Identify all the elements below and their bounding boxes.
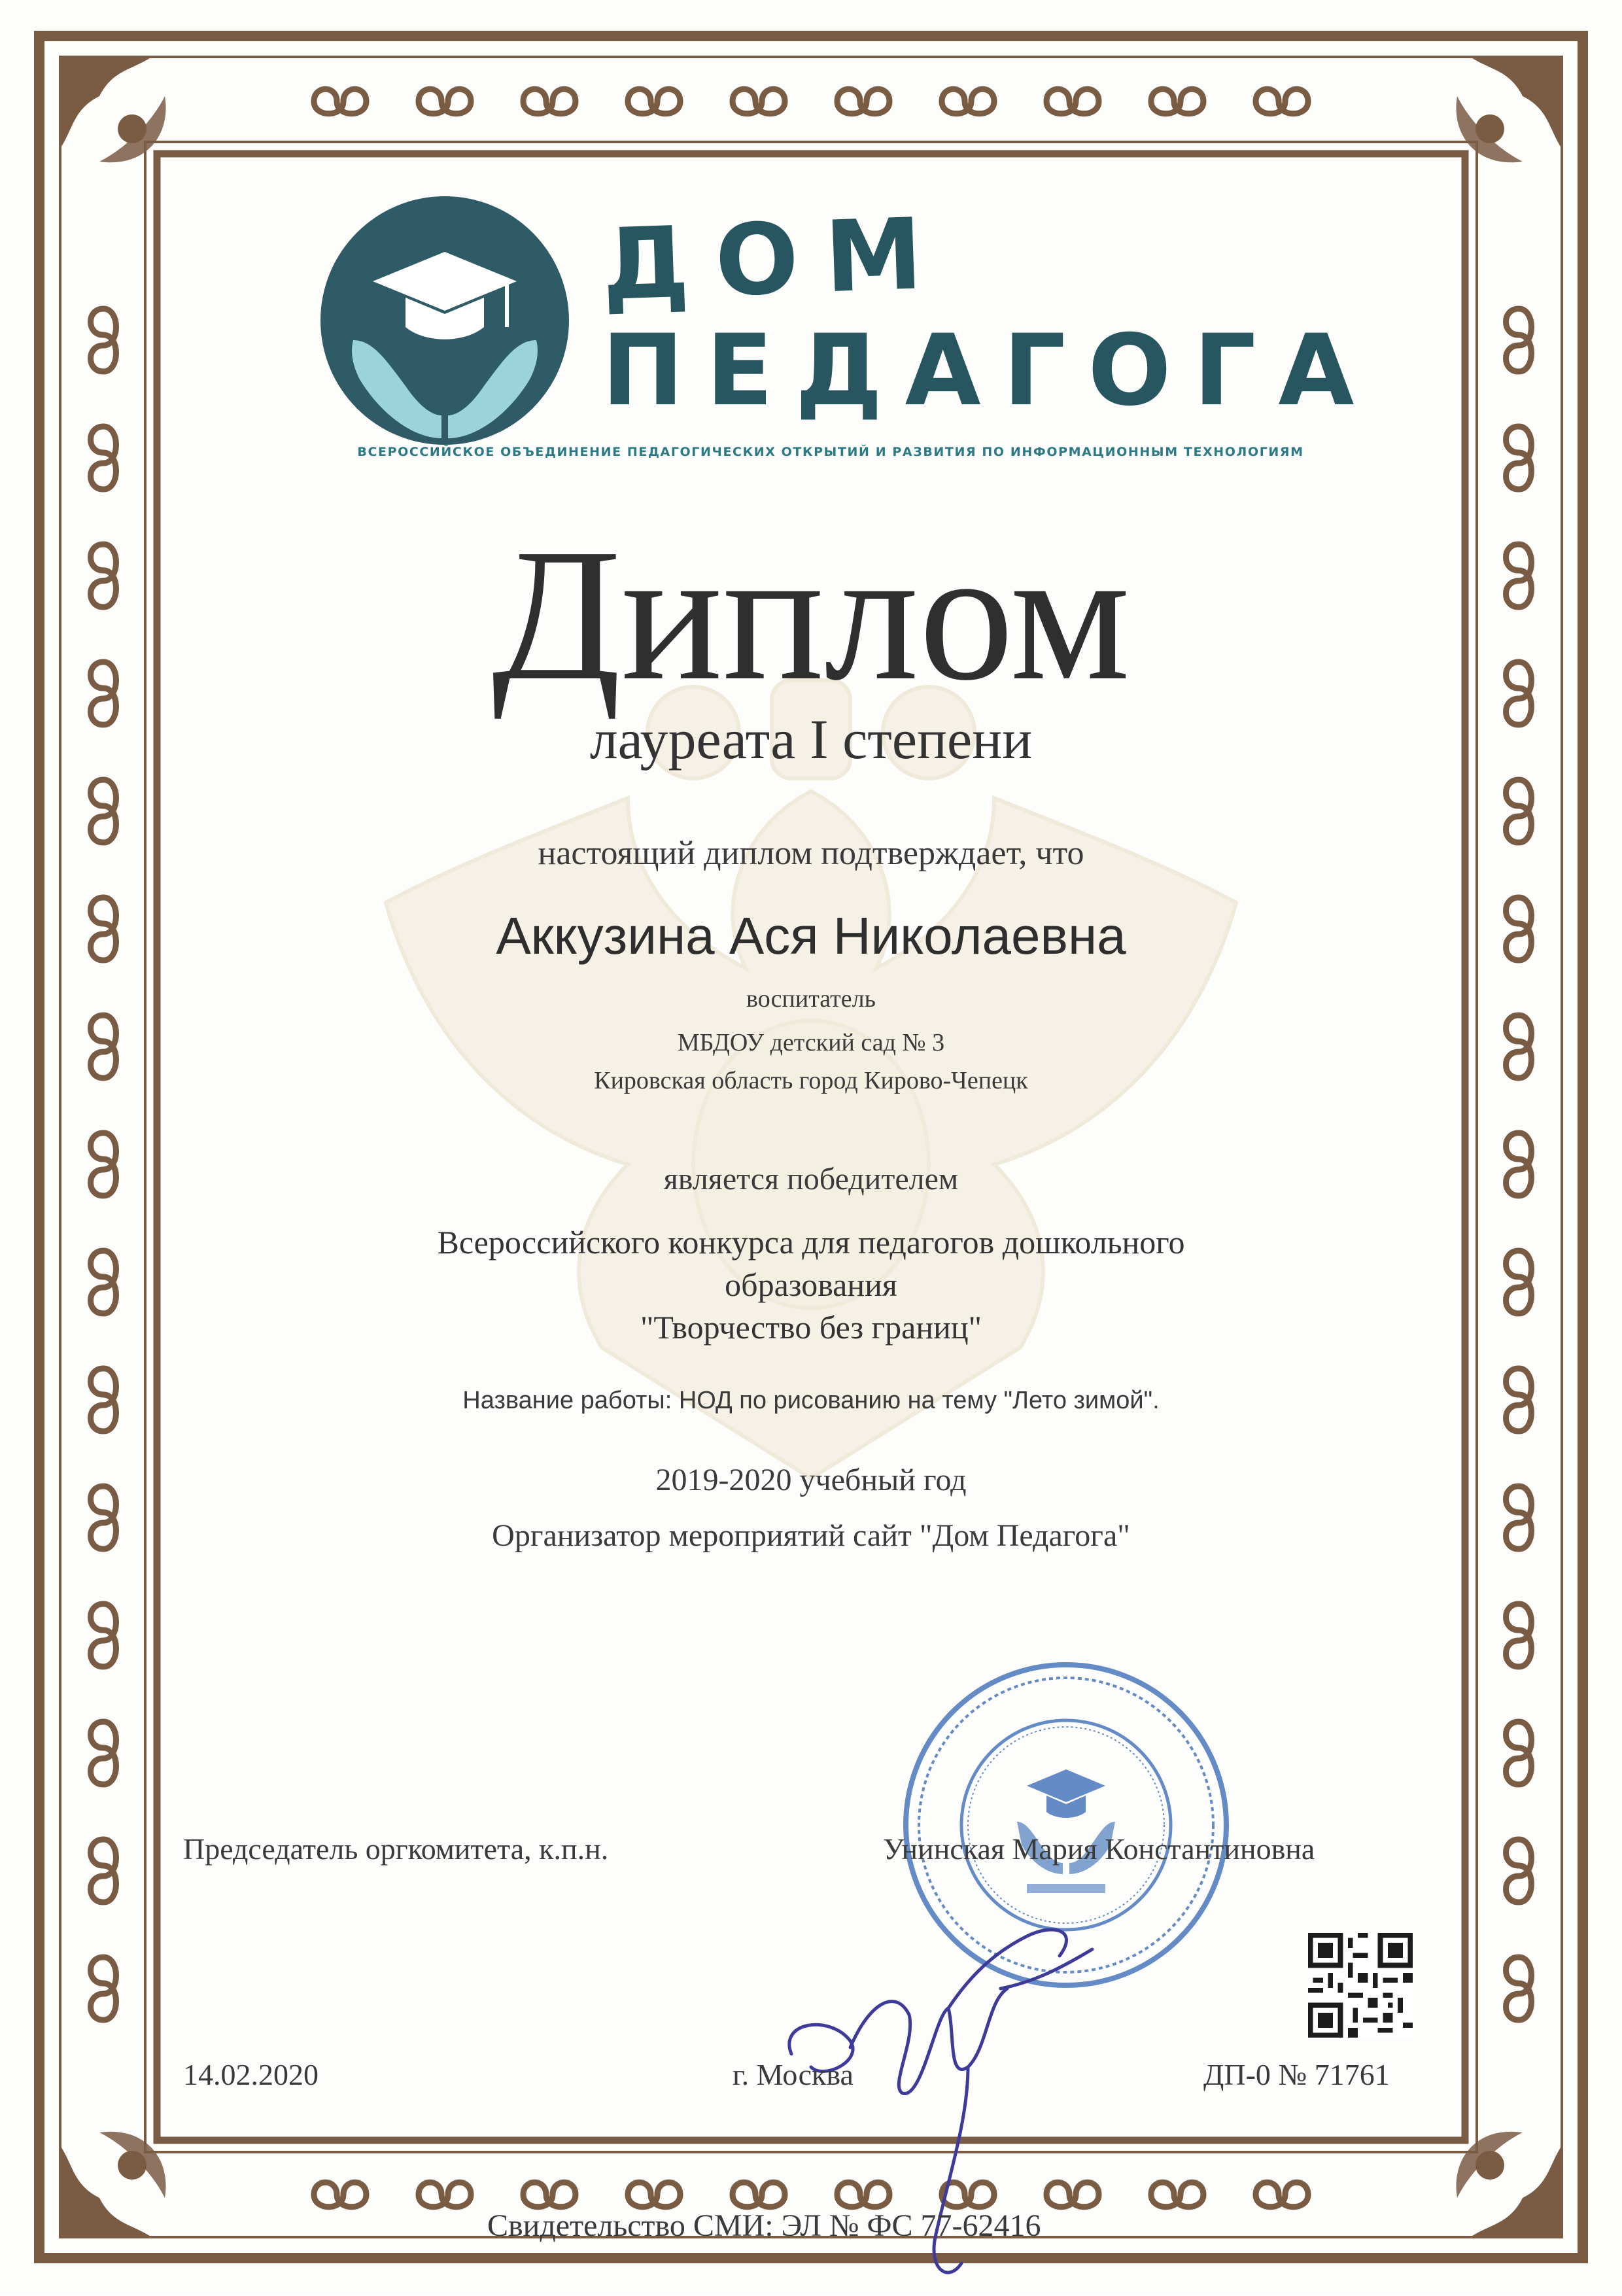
recipient-position: воспитатель xyxy=(746,985,876,1013)
recipient-organization: МБДОУ детский сад № 3 xyxy=(677,1029,945,1056)
recipient-region: Кировская область город Кирово-Чепецк xyxy=(594,1067,1028,1094)
brand-line-1: ДОМ xyxy=(600,196,951,323)
brand-line-2: ПЕДАГОГА xyxy=(602,314,1377,428)
brand-tagline: ВСЕРОССИЙСКОЕ ОБЪЕДИНЕНИЕ ПЕДАГОГИЧЕСКИХ ОТКРЫТИЙ И РАЗВИТИЯ ПО ИНФОРМАЦИОННЫМ ТЕХНОЛОГИЯМ xyxy=(357,445,1304,459)
confirm-text: настоящий диплом подтверждает, что xyxy=(538,835,1084,872)
contest-name: "Творчество без границ" xyxy=(640,1309,982,1346)
academic-year: 2019-2020 учебный год xyxy=(655,1463,967,1497)
media-certificate: Свидетельство СМИ: ЭЛ № ФС 77-62416 xyxy=(487,2208,1041,2243)
diploma-number: ДП-0 № 71761 xyxy=(1203,2058,1390,2091)
diploma-subtitle: лауреата I степени xyxy=(589,708,1033,771)
contest-line-1: Всероссийского конкурса для педагогов дошкольного xyxy=(437,1224,1185,1261)
qr-code[interactable] xyxy=(1308,1933,1413,2038)
winner-status: является победителем xyxy=(663,1162,959,1196)
brand-wordmark xyxy=(600,196,1377,438)
dom-pedagoga-logo-icon xyxy=(314,190,576,451)
diploma-title: Диплом xyxy=(492,510,1130,720)
issue-date: 14.02.2020 xyxy=(183,2058,319,2091)
chair-title: Председатель оргкомитета, к.п.н. xyxy=(183,1832,609,1866)
organizer: Организатор мероприятий сайт "Дом Педагога" xyxy=(492,1518,1130,1553)
work-title: Название работы: НОД по рисованию на тему "Лето зимой". xyxy=(462,1387,1160,1414)
contest-line-2: образования xyxy=(725,1266,897,1303)
recipient-name: Аккузина Ася Николаевна xyxy=(496,907,1126,965)
issue-city: г. Москва xyxy=(733,2058,854,2091)
chair-name: Унинская Мария Константиновна xyxy=(883,1832,1315,1866)
